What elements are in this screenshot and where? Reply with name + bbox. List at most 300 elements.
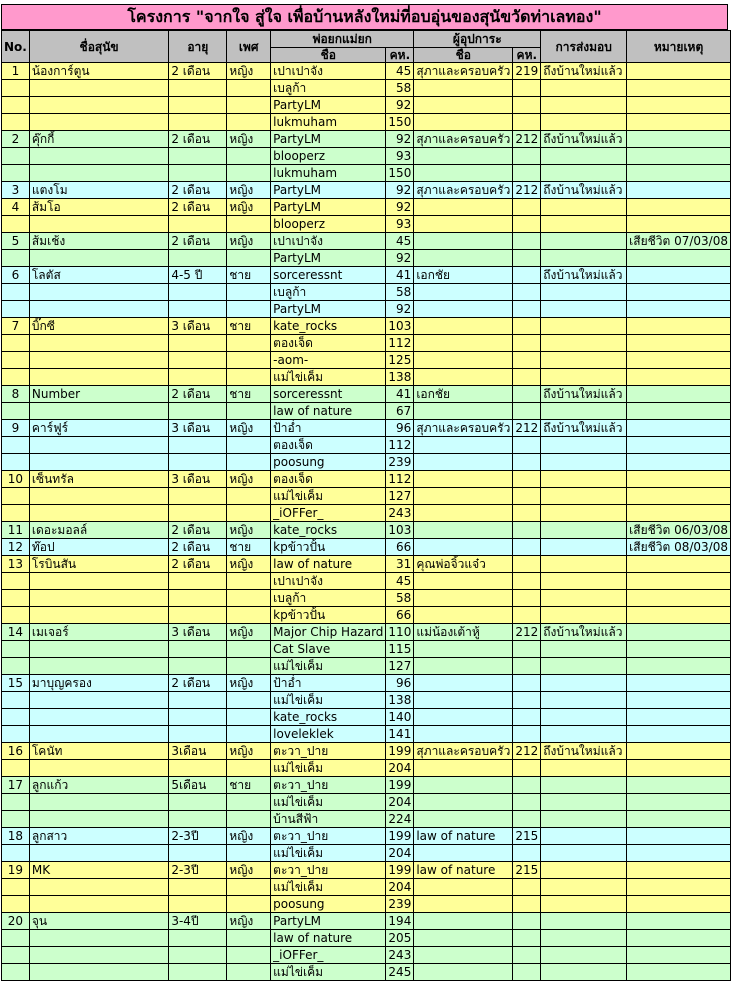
age-cell[interactable]: 2 เดือน — [169, 131, 227, 148]
sponsor-name-cell[interactable]: _iOFFer_ — [271, 505, 386, 522]
sponsor-no-cell[interactable]: 204 — [386, 879, 414, 896]
dog-name-cell[interactable] — [29, 641, 168, 658]
sex-cell[interactable]: ชาย — [227, 386, 271, 403]
dog-name-cell[interactable]: เมเจอร์ — [29, 624, 168, 641]
sponsor-name-cell[interactable]: เปาเปาจัง — [271, 233, 386, 250]
sponsor-name-cell[interactable]: law of nature — [271, 556, 386, 573]
guardian-name-cell[interactable] — [414, 607, 513, 624]
no-cell[interactable] — [2, 437, 30, 454]
age-cell[interactable] — [169, 760, 227, 777]
no-cell[interactable] — [2, 165, 30, 182]
sponsor-name-cell[interactable]: แม่ไข่เค็ม — [271, 658, 386, 675]
sex-cell[interactable] — [227, 148, 271, 165]
sponsor-name-cell[interactable]: PartyLM — [271, 131, 386, 148]
delivery-cell[interactable] — [541, 505, 627, 522]
no-cell[interactable] — [2, 930, 30, 947]
note-cell[interactable] — [627, 488, 731, 505]
no-cell[interactable] — [2, 148, 30, 165]
age-cell[interactable]: 2 เดือน — [169, 233, 227, 250]
guardian-name-cell[interactable] — [414, 199, 513, 216]
sponsor-name-cell[interactable]: poosung — [271, 454, 386, 471]
sponsor-name-cell[interactable]: loveleklek — [271, 726, 386, 743]
guardian-name-cell[interactable] — [414, 811, 513, 828]
delivery-cell[interactable] — [541, 284, 627, 301]
note-cell[interactable] — [627, 165, 731, 182]
guardian-name-cell[interactable] — [414, 726, 513, 743]
sponsor-no-cell[interactable]: 141 — [386, 726, 414, 743]
note-cell[interactable] — [627, 624, 731, 641]
note-cell[interactable] — [627, 794, 731, 811]
dog-name-cell[interactable] — [29, 947, 168, 964]
guardian-name-cell[interactable]: สุภาและครอบครัว — [414, 131, 513, 148]
note-cell[interactable] — [627, 811, 731, 828]
no-cell[interactable]: 8 — [2, 386, 30, 403]
note-cell[interactable] — [627, 896, 731, 913]
sex-cell[interactable]: ชาย — [227, 267, 271, 284]
sponsor-no-cell[interactable]: 92 — [386, 182, 414, 199]
sex-cell[interactable]: หญิง — [227, 522, 271, 539]
guardian-no-cell[interactable] — [513, 709, 541, 726]
sponsor-name-cell[interactable]: แม่ไข่เค็ม — [271, 879, 386, 896]
note-cell[interactable] — [627, 573, 731, 590]
no-cell[interactable] — [2, 369, 30, 386]
sponsor-name-cell[interactable]: law of nature — [271, 403, 386, 420]
sponsor-no-cell[interactable]: 41 — [386, 267, 414, 284]
sex-cell[interactable] — [227, 352, 271, 369]
sex-cell[interactable] — [227, 930, 271, 947]
sex-cell[interactable] — [227, 794, 271, 811]
sponsor-name-cell[interactable]: -aom- — [271, 352, 386, 369]
age-cell[interactable] — [169, 845, 227, 862]
delivery-cell[interactable] — [541, 709, 627, 726]
sex-cell[interactable] — [227, 607, 271, 624]
age-cell[interactable] — [169, 284, 227, 301]
age-cell[interactable]: 2 เดือน — [169, 522, 227, 539]
sex-cell[interactable]: หญิง — [227, 913, 271, 930]
delivery-cell[interactable] — [541, 318, 627, 335]
sponsor-no-cell[interactable]: 45 — [386, 63, 414, 80]
no-cell[interactable]: 10 — [2, 471, 30, 488]
age-cell[interactable]: 2 เดือน — [169, 386, 227, 403]
sex-cell[interactable] — [227, 590, 271, 607]
sex-cell[interactable] — [227, 811, 271, 828]
sponsor-no-cell[interactable]: 96 — [386, 420, 414, 437]
note-cell[interactable] — [627, 369, 731, 386]
sex-cell[interactable] — [227, 692, 271, 709]
dog-name-cell[interactable] — [29, 369, 168, 386]
guardian-name-cell[interactable] — [414, 573, 513, 590]
guardian-no-cell[interactable] — [513, 556, 541, 573]
no-cell[interactable]: 16 — [2, 743, 30, 760]
sponsor-name-cell[interactable]: เปาเปาจัง — [271, 63, 386, 80]
sponsor-name-cell[interactable]: เบลูก้า — [271, 284, 386, 301]
sex-cell[interactable]: หญิง — [227, 63, 271, 80]
sponsor-name-cell[interactable]: poosung — [271, 896, 386, 913]
age-cell[interactable] — [169, 573, 227, 590]
delivery-cell[interactable] — [541, 760, 627, 777]
dog-name-cell[interactable]: ลูกสาว — [29, 828, 168, 845]
no-cell[interactable] — [2, 335, 30, 352]
note-cell[interactable] — [627, 726, 731, 743]
sex-cell[interactable] — [227, 301, 271, 318]
guardian-name-cell[interactable] — [414, 148, 513, 165]
guardian-no-cell[interactable] — [513, 97, 541, 114]
sponsor-name-cell[interactable]: แม่ไข่เค็ม — [271, 964, 386, 981]
delivery-cell[interactable]: ถึงบ้านใหม่แล้ว — [541, 420, 627, 437]
dog-name-cell[interactable]: เซ็นทรัล — [29, 471, 168, 488]
sex-cell[interactable]: หญิง — [227, 828, 271, 845]
sex-cell[interactable]: หญิง — [227, 624, 271, 641]
no-cell[interactable] — [2, 845, 30, 862]
age-cell[interactable] — [169, 437, 227, 454]
guardian-no-cell[interactable] — [513, 539, 541, 556]
dog-name-cell[interactable]: น้องการ์ตูน — [29, 63, 168, 80]
guardian-no-cell[interactable] — [513, 352, 541, 369]
delivery-cell[interactable] — [541, 352, 627, 369]
guardian-no-cell[interactable] — [513, 760, 541, 777]
age-cell[interactable] — [169, 369, 227, 386]
age-cell[interactable] — [169, 488, 227, 505]
guardian-name-cell[interactable] — [414, 845, 513, 862]
no-cell[interactable] — [2, 250, 30, 267]
delivery-cell[interactable] — [541, 828, 627, 845]
no-cell[interactable]: 3 — [2, 182, 30, 199]
guardian-name-cell[interactable]: สุภาและครอบครัว — [414, 63, 513, 80]
sponsor-name-cell[interactable]: law of nature — [271, 930, 386, 947]
no-cell[interactable] — [2, 573, 30, 590]
sponsor-name-cell[interactable]: sorceressnt — [271, 386, 386, 403]
dog-name-cell[interactable] — [29, 811, 168, 828]
age-cell[interactable]: 4-5 ปี — [169, 267, 227, 284]
guardian-name-cell[interactable] — [414, 335, 513, 352]
sex-cell[interactable] — [227, 216, 271, 233]
sex-cell[interactable] — [227, 845, 271, 862]
guardian-no-cell[interactable] — [513, 488, 541, 505]
no-cell[interactable] — [2, 726, 30, 743]
age-cell[interactable]: 2-3ปี — [169, 828, 227, 845]
sponsor-name-cell[interactable]: blooperz — [271, 216, 386, 233]
sponsor-no-cell[interactable]: 31 — [386, 556, 414, 573]
sponsor-name-cell[interactable]: kpข้าวปั้น — [271, 539, 386, 556]
sponsor-name-cell[interactable]: ตะวา_ปาย — [271, 828, 386, 845]
age-cell[interactable]: 5เดือน — [169, 777, 227, 794]
no-cell[interactable]: 2 — [2, 131, 30, 148]
delivery-cell[interactable] — [541, 675, 627, 692]
note-cell[interactable] — [627, 505, 731, 522]
guardian-no-cell[interactable] — [513, 947, 541, 964]
sponsor-no-cell[interactable]: 199 — [386, 777, 414, 794]
delivery-cell[interactable] — [541, 522, 627, 539]
note-cell[interactable] — [627, 947, 731, 964]
age-cell[interactable]: 2 เดือน — [169, 675, 227, 692]
guardian-name-cell[interactable]: เอกชัย — [414, 267, 513, 284]
guardian-name-cell[interactable]: สุภาและครอบครัว — [414, 743, 513, 760]
sponsor-no-cell[interactable]: 138 — [386, 369, 414, 386]
guardian-name-cell[interactable] — [414, 80, 513, 97]
note-cell[interactable] — [627, 114, 731, 131]
guardian-no-cell[interactable] — [513, 80, 541, 97]
sponsor-no-cell[interactable]: 92 — [386, 250, 414, 267]
guardian-no-cell[interactable] — [513, 471, 541, 488]
note-cell[interactable] — [627, 556, 731, 573]
note-cell[interactable] — [627, 777, 731, 794]
no-cell[interactable]: 4 — [2, 199, 30, 216]
guardian-no-cell[interactable] — [513, 845, 541, 862]
delivery-cell[interactable] — [541, 879, 627, 896]
delivery-cell[interactable] — [541, 573, 627, 590]
dog-name-cell[interactable] — [29, 97, 168, 114]
guardian-no-cell[interactable] — [513, 505, 541, 522]
sponsor-no-cell[interactable]: 103 — [386, 318, 414, 335]
guardian-name-cell[interactable] — [414, 250, 513, 267]
dog-name-cell[interactable] — [29, 879, 168, 896]
dog-name-cell[interactable] — [29, 845, 168, 862]
sex-cell[interactable] — [227, 80, 271, 97]
age-cell[interactable] — [169, 964, 227, 981]
note-cell[interactable] — [627, 913, 731, 930]
dog-name-cell[interactable] — [29, 709, 168, 726]
sponsor-name-cell[interactable]: ตองเจ็ด — [271, 335, 386, 352]
age-cell[interactable] — [169, 879, 227, 896]
sponsor-no-cell[interactable]: 243 — [386, 947, 414, 964]
note-cell[interactable]: เสียชีวิต 07/03/08 — [627, 233, 731, 250]
sex-cell[interactable]: หญิง — [227, 131, 271, 148]
guardian-name-cell[interactable] — [414, 896, 513, 913]
guardian-name-cell[interactable] — [414, 777, 513, 794]
age-cell[interactable] — [169, 335, 227, 352]
guardian-name-cell[interactable] — [414, 471, 513, 488]
sponsor-name-cell[interactable]: แม่ไข่เค็ม — [271, 369, 386, 386]
sex-cell[interactable] — [227, 165, 271, 182]
note-cell[interactable] — [627, 437, 731, 454]
guardian-no-cell[interactable] — [513, 318, 541, 335]
sex-cell[interactable] — [227, 250, 271, 267]
age-cell[interactable] — [169, 114, 227, 131]
no-cell[interactable]: 15 — [2, 675, 30, 692]
delivery-cell[interactable] — [541, 947, 627, 964]
delivery-cell[interactable] — [541, 862, 627, 879]
sex-cell[interactable]: หญิง — [227, 471, 271, 488]
no-cell[interactable]: 14 — [2, 624, 30, 641]
sex-cell[interactable]: หญิง — [227, 675, 271, 692]
note-cell[interactable] — [627, 675, 731, 692]
guardian-no-cell[interactable]: 212 — [513, 131, 541, 148]
no-cell[interactable] — [2, 505, 30, 522]
sponsor-no-cell[interactable]: 66 — [386, 607, 414, 624]
delivery-cell[interactable] — [541, 488, 627, 505]
delivery-cell[interactable] — [541, 97, 627, 114]
sex-cell[interactable]: หญิง — [227, 743, 271, 760]
age-cell[interactable]: 2 เดือน — [169, 556, 227, 573]
sex-cell[interactable] — [227, 760, 271, 777]
dog-name-cell[interactable] — [29, 964, 168, 981]
age-cell[interactable] — [169, 930, 227, 947]
sponsor-no-cell[interactable]: 96 — [386, 675, 414, 692]
note-cell[interactable] — [627, 590, 731, 607]
sponsor-name-cell[interactable]: แม่ไข่เค็ม — [271, 845, 386, 862]
no-cell[interactable]: 1 — [2, 63, 30, 80]
guardian-no-cell[interactable] — [513, 811, 541, 828]
note-cell[interactable] — [627, 879, 731, 896]
guardian-name-cell[interactable] — [414, 403, 513, 420]
no-cell[interactable] — [2, 97, 30, 114]
sponsor-name-cell[interactable]: แม่ไข่เค็ม — [271, 692, 386, 709]
no-cell[interactable]: 5 — [2, 233, 30, 250]
dog-name-cell[interactable]: คุ๊กกี้ — [29, 131, 168, 148]
sponsor-name-cell[interactable]: PartyLM — [271, 301, 386, 318]
dog-name-cell[interactable] — [29, 437, 168, 454]
sponsor-no-cell[interactable]: 67 — [386, 403, 414, 420]
sex-cell[interactable] — [227, 403, 271, 420]
dog-name-cell[interactable] — [29, 352, 168, 369]
guardian-name-cell[interactable] — [414, 692, 513, 709]
sponsor-name-cell[interactable]: PartyLM — [271, 182, 386, 199]
age-cell[interactable]: 2-3ปี — [169, 862, 227, 879]
dog-name-cell[interactable]: ท๊อป — [29, 539, 168, 556]
sponsor-no-cell[interactable]: 92 — [386, 97, 414, 114]
sponsor-no-cell[interactable]: 45 — [386, 573, 414, 590]
guardian-no-cell[interactable] — [513, 794, 541, 811]
age-cell[interactable] — [169, 403, 227, 420]
dog-name-cell[interactable] — [29, 760, 168, 777]
guardian-name-cell[interactable] — [414, 165, 513, 182]
delivery-cell[interactable] — [541, 250, 627, 267]
note-cell[interactable] — [627, 335, 731, 352]
guardian-no-cell[interactable]: 212 — [513, 420, 541, 437]
sponsor-name-cell[interactable]: ตะวา_ปาย — [271, 743, 386, 760]
delivery-cell[interactable] — [541, 335, 627, 352]
sponsor-no-cell[interactable]: 199 — [386, 862, 414, 879]
dog-name-cell[interactable]: บิ๊กซี — [29, 318, 168, 335]
sponsor-no-cell[interactable]: 58 — [386, 284, 414, 301]
sponsor-name-cell[interactable]: ตองเจ็ด — [271, 471, 386, 488]
dog-name-cell[interactable] — [29, 607, 168, 624]
guardian-name-cell[interactable] — [414, 760, 513, 777]
delivery-cell[interactable]: ถึงบ้านใหม่แล้ว — [541, 267, 627, 284]
age-cell[interactable] — [169, 301, 227, 318]
age-cell[interactable] — [169, 709, 227, 726]
guardian-no-cell[interactable] — [513, 250, 541, 267]
delivery-cell[interactable] — [541, 539, 627, 556]
sponsor-no-cell[interactable]: 92 — [386, 199, 414, 216]
sex-cell[interactable] — [227, 437, 271, 454]
age-cell[interactable] — [169, 97, 227, 114]
dog-name-cell[interactable]: จุน — [29, 913, 168, 930]
sex-cell[interactable]: หญิง — [227, 862, 271, 879]
guardian-no-cell[interactable] — [513, 675, 541, 692]
note-cell[interactable] — [627, 403, 731, 420]
age-cell[interactable]: 2 เดือน — [169, 539, 227, 556]
delivery-cell[interactable] — [541, 301, 627, 318]
age-cell[interactable]: 2 เดือน — [169, 63, 227, 80]
sponsor-no-cell[interactable]: 204 — [386, 760, 414, 777]
guardian-name-cell[interactable] — [414, 488, 513, 505]
no-cell[interactable] — [2, 641, 30, 658]
sponsor-no-cell[interactable]: 138 — [386, 692, 414, 709]
guardian-no-cell[interactable] — [513, 216, 541, 233]
guardian-no-cell[interactable] — [513, 641, 541, 658]
age-cell[interactable] — [169, 148, 227, 165]
note-cell[interactable] — [627, 284, 731, 301]
no-cell[interactable]: 6 — [2, 267, 30, 284]
guardian-name-cell[interactable] — [414, 539, 513, 556]
note-cell[interactable] — [627, 182, 731, 199]
delivery-cell[interactable] — [541, 437, 627, 454]
guardian-name-cell[interactable] — [414, 590, 513, 607]
delivery-cell[interactable] — [541, 896, 627, 913]
guardian-no-cell[interactable] — [513, 692, 541, 709]
no-cell[interactable] — [2, 301, 30, 318]
sponsor-name-cell[interactable]: kpข้าวปั้น — [271, 607, 386, 624]
sponsor-no-cell[interactable]: 93 — [386, 216, 414, 233]
no-cell[interactable]: 13 — [2, 556, 30, 573]
sponsor-name-cell[interactable]: blooperz — [271, 148, 386, 165]
delivery-cell[interactable] — [541, 590, 627, 607]
dog-name-cell[interactable] — [29, 114, 168, 131]
note-cell[interactable] — [627, 641, 731, 658]
guardian-name-cell[interactable] — [414, 318, 513, 335]
guardian-no-cell[interactable] — [513, 114, 541, 131]
sex-cell[interactable]: หญิง — [227, 182, 271, 199]
sponsor-no-cell[interactable]: 112 — [386, 335, 414, 352]
note-cell[interactable] — [627, 743, 731, 760]
dog-name-cell[interactable] — [29, 573, 168, 590]
guardian-name-cell[interactable] — [414, 879, 513, 896]
dog-name-cell[interactable]: ลูกแก้ว — [29, 777, 168, 794]
no-cell[interactable] — [2, 658, 30, 675]
guardian-no-cell[interactable] — [513, 522, 541, 539]
note-cell[interactable] — [627, 607, 731, 624]
guardian-name-cell[interactable]: คุณพ่อจิ้วแจ๋ว — [414, 556, 513, 573]
dog-name-cell[interactable] — [29, 726, 168, 743]
dog-name-cell[interactable]: เดอะมอลล์ — [29, 522, 168, 539]
guardian-no-cell[interactable] — [513, 386, 541, 403]
guardian-name-cell[interactable] — [414, 641, 513, 658]
sex-cell[interactable] — [227, 964, 271, 981]
sponsor-name-cell[interactable]: ตะวา_ปาย — [271, 862, 386, 879]
sponsor-no-cell[interactable]: 45 — [386, 233, 414, 250]
sex-cell[interactable]: หญิง — [227, 199, 271, 216]
guardian-no-cell[interactable] — [513, 335, 541, 352]
guardian-no-cell[interactable]: 215 — [513, 828, 541, 845]
no-cell[interactable] — [2, 590, 30, 607]
delivery-cell[interactable] — [541, 454, 627, 471]
age-cell[interactable] — [169, 216, 227, 233]
guardian-name-cell[interactable] — [414, 352, 513, 369]
sponsor-name-cell[interactable]: แม่ไข่เค็ม — [271, 760, 386, 777]
delivery-cell[interactable] — [541, 777, 627, 794]
sponsor-no-cell[interactable]: 92 — [386, 301, 414, 318]
guardian-no-cell[interactable] — [513, 148, 541, 165]
guardian-no-cell[interactable]: 212 — [513, 743, 541, 760]
dog-name-cell[interactable]: Number — [29, 386, 168, 403]
age-cell[interactable] — [169, 726, 227, 743]
delivery-cell[interactable] — [541, 369, 627, 386]
guardian-name-cell[interactable]: แม่น้องเต้าหู้ — [414, 624, 513, 641]
age-cell[interactable] — [169, 454, 227, 471]
no-cell[interactable]: 7 — [2, 318, 30, 335]
guardian-no-cell[interactable] — [513, 726, 541, 743]
guardian-no-cell[interactable] — [513, 930, 541, 947]
sponsor-no-cell[interactable]: 58 — [386, 590, 414, 607]
dog-name-cell[interactable] — [29, 80, 168, 97]
sex-cell[interactable] — [227, 114, 271, 131]
no-cell[interactable] — [2, 692, 30, 709]
guardian-no-cell[interactable] — [513, 573, 541, 590]
delivery-cell[interactable] — [541, 80, 627, 97]
guardian-name-cell[interactable] — [414, 369, 513, 386]
dog-name-cell[interactable] — [29, 658, 168, 675]
